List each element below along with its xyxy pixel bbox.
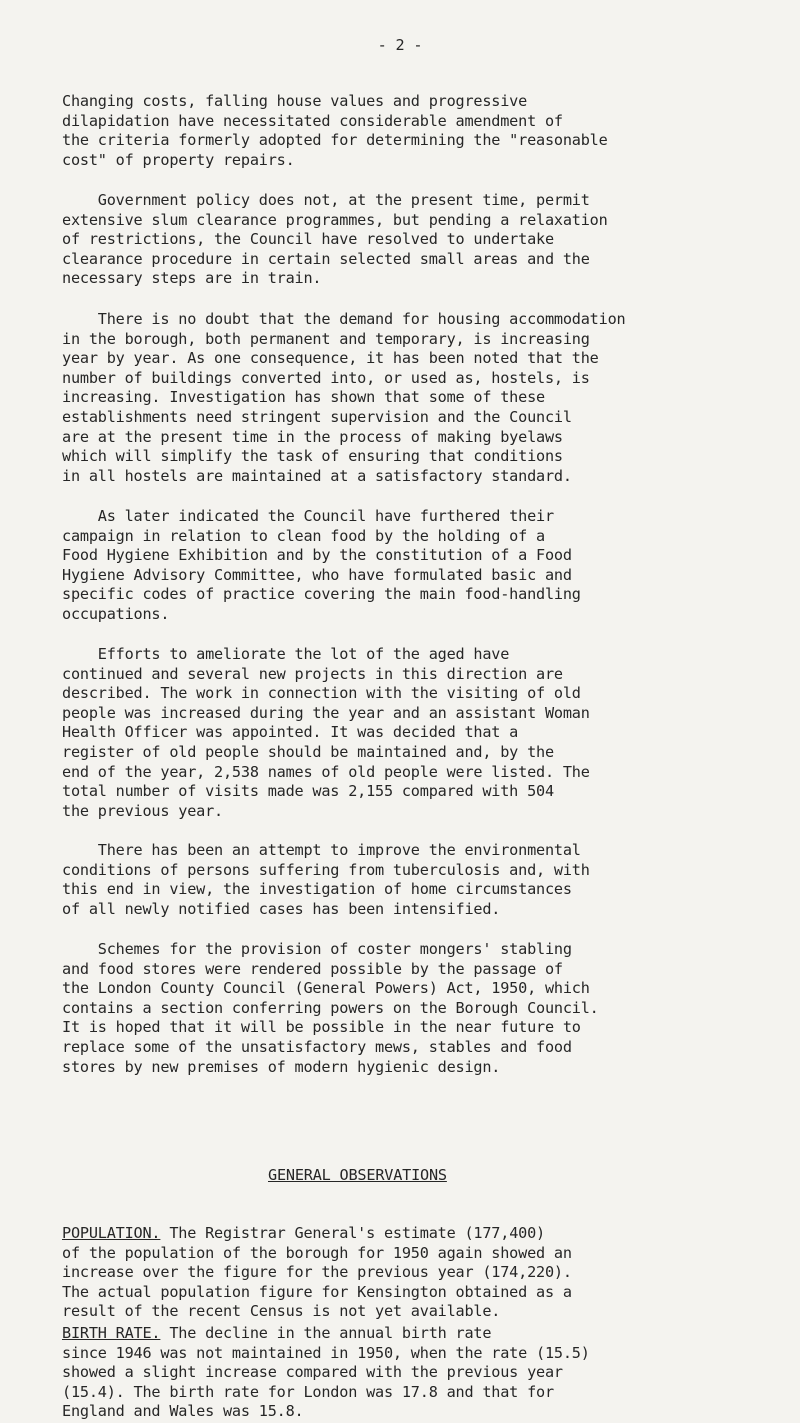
paragraph-coster-mongers: Schemes for the provision of coster mongers' stabling and food stores were rendered possible by the passage of the London County Council (General Powers) Act, 1950, which contains a section conferring powers on the Borough Council. It is hoped that it will be possible in the near future to replace some of the unsatisfactory mews, stables and food stores by new premises of modern hygienic design.	[62, 940, 599, 1076]
population-run-in-heading: POPULATION.	[62, 1224, 161, 1242]
paragraph-tuberculosis: There has been an attempt to improve the environmental conditions of persons suffering from tuberculosis and, with this end in view, the investigation of home circumstances of all newly notified cases has been intensified.	[62, 841, 590, 918]
paragraph-aged-people: Efforts to ameliorate the lot of the aged have continued and several new projects in this direction are described. The work in connection with the visiting of old people was increased during the year and an assistant Woman Health Officer was appointed. It was decided that a register of old people should be maintained and, by the end of the year, 2,538 names of old people were listed. The total number of visits made was 2,155 compared with 504 the previous year.	[62, 645, 590, 820]
birth-rate-text: The decline in the annual birth rate since 1946 was not maintained in 1950, when the rate (15.5) showed a slight increase compared with the previous year (15.4). The birth rate for London was 17.8 and that for England and Wales was 15.8.	[62, 1324, 590, 1421]
paragraph-repair-costs: Changing costs, falling house values and progressive dilapidation have necessitated considerable amendment of the criteria formerly adopted for determining the "reasonable cost" of property repairs.	[62, 92, 608, 169]
section-heading-general-observations: GENERAL OBSERVATIONS	[268, 1166, 447, 1184]
page-number: - 2 -	[377, 36, 423, 54]
paragraph-birth-rate	[62, 1324, 798, 1422]
paragraph-population	[62, 1224, 798, 1322]
population-text: The Registrar General's estimate (177,400) of the population of the borough for 1950 again showed an increase over the figure for the previous year (174,220). The actual population figure for Kensington obtained as a result of the recent Census is not yet available.	[62, 1224, 572, 1321]
paragraph-hostels: There is no doubt that the demand for housing accommodation in the borough, both permanent and temporary, is increasing year by year. As one consequence, it has been noted that the number of buildings converted into, or used as, hostels, is increasing. Investigation has shown that some of these establishments need stringent supervision and the Council are at the present time in the process of making byelaws which will simplify the task of ensuring that conditions in all hostels are maintained at a satisfactory standard.	[62, 310, 626, 485]
paragraph-clean-food: As later indicated the Council have furthered their campaign in relation to clean food by the holding of a Food Hygiene Exhibition and by the constitution of a Food Hygiene Advisory Committee, who have formulated basic and specific codes of practice covering the main food-handling occupations.	[62, 507, 581, 623]
birth-rate-run-in-heading: BIRTH RATE.	[62, 1324, 161, 1342]
paragraph-slum-clearance: Government policy does not, at the present time, permit extensive slum clearance programmes, but pending a relaxation of restrictions, the Council have resolved to undertake clearance procedure in certain selected small areas and the necessary steps are in train.	[62, 191, 608, 288]
